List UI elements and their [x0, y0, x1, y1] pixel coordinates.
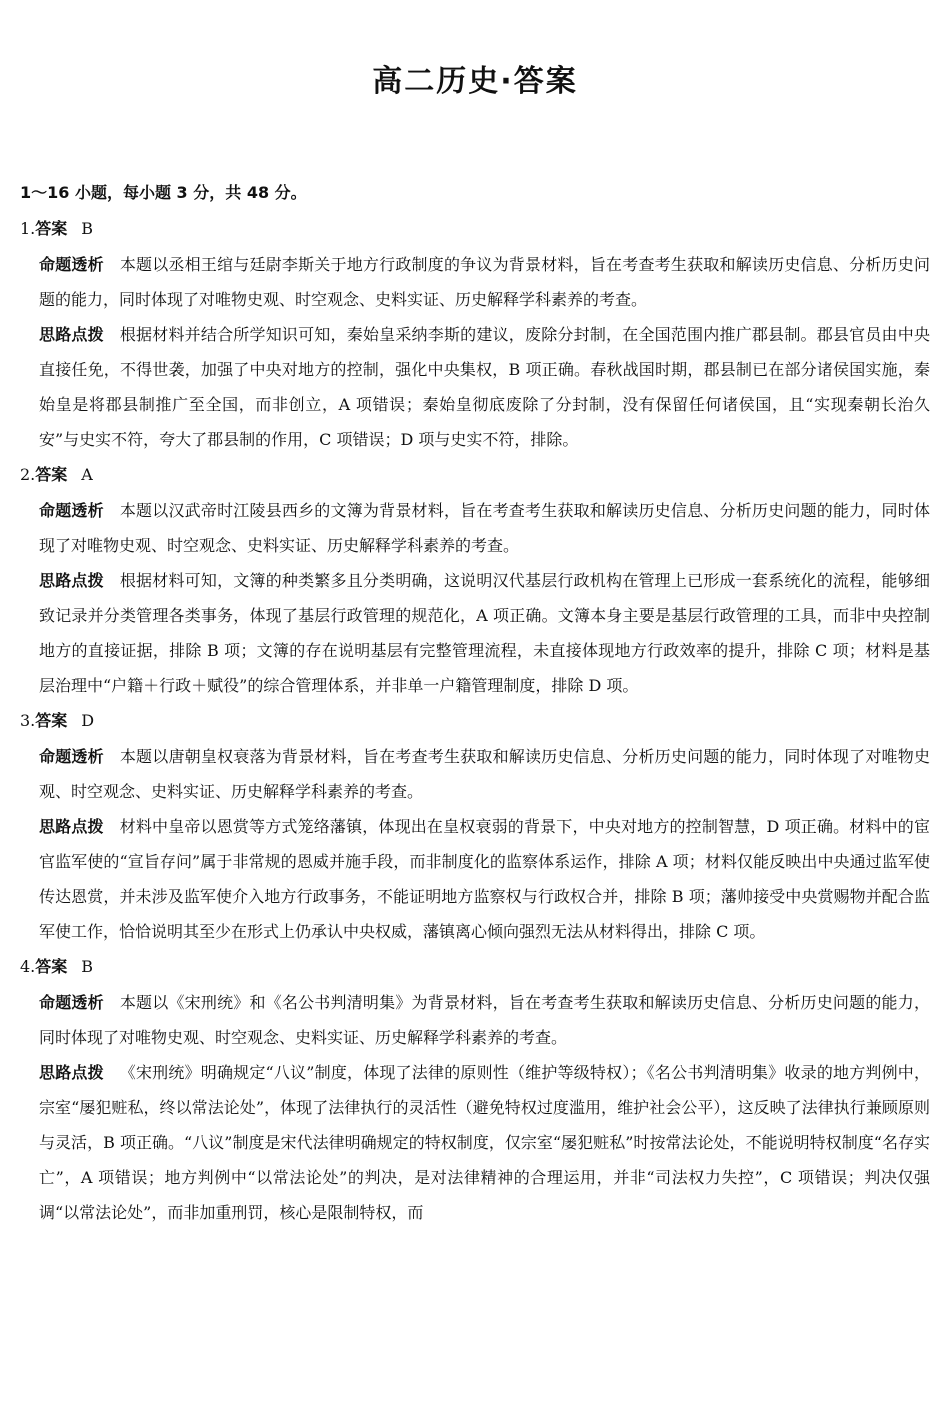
- answer-content: [20, 175, 930, 1230]
- question-3: [20, 703, 930, 949]
- reasoning-label: 思路点拨: [39, 325, 104, 344]
- question-4-analysis: [39, 985, 930, 1055]
- reasoning-label: 思路点拨: [39, 1063, 104, 1082]
- question-number: 4.: [20, 957, 36, 976]
- answer-value: A: [81, 465, 93, 484]
- analysis-label: 命题透析: [39, 993, 104, 1012]
- analysis-text: 本题以丞相王绾与廷尉李斯关于地方行政制度的争议为背景材料，旨在考查考生获取和解读历史信息、分析历史问题的能力，同时体现了对唯物史观、时空观念、史料实证、历史解释学科素养的考查。: [39, 255, 930, 309]
- question-4-reasoning: [39, 1055, 930, 1230]
- answer-value: B: [81, 957, 94, 976]
- analysis-text: 本题以汉武帝时江陵县西乡的文簿为背景材料，旨在考查考生获取和解读历史信息、分析历史问题的能力，同时体现了对唯物史观、时空观念、史料实证、历史解释学科素养的考查。: [39, 501, 930, 555]
- question-4: [20, 949, 930, 1230]
- question-number: 3.: [20, 711, 36, 730]
- question-3-analysis: [39, 739, 930, 809]
- question-4-answer-line: [20, 949, 930, 985]
- question-2-answer-line: [20, 457, 930, 493]
- reasoning-text: 材料中皇帝以恩赏等方式笼络藩镇，体现出在皇权衰弱的背景下，中央对地方的控制智慧，D 项正确。材料中的宦官监军使的“宣旨存问”属于非常规的恩威并施手段，而非制度化的监察体系运作，排除 A 项；材料仅能反映出中央通过监军使传达恩赏，并未涉及监军使介入地方行政事务，不能证明地方监察权与行政权合并，排除 B 项；藩帅接受中央赏赐物并配合监军使工作，恰恰说明其至少在形式上仍承认中央权威，藩镇离心倾向强烈无法从材料得出，排除 C 项。: [39, 817, 930, 941]
- reasoning-text: 根据材料并结合所学知识可知，秦始皇采纳李斯的建议，废除分封制，在全国范围内推广郡县制。郡县官员由中央直接任免，不得世袭，加强了中央对地方的控制，强化中央集权，B 项正确。春秋战国时期，郡县制已在部分诸侯国实施，秦始皇是将郡县制推广至全国，而非创立，A 项错误；秦始皇彻底废除了分封制，没有保留任何诸侯国，且“实现秦朝长治久安”与史实不符，夸大了郡县制的作用，C 项错误；D 项与史实不符，排除。: [39, 325, 930, 449]
- reasoning-label: 思路点拨: [39, 571, 104, 590]
- question-number: 2.: [20, 465, 36, 484]
- section-intro: 1～16 小题，每小题 3 分，共 48 分。: [20, 183, 307, 202]
- question-2-analysis: [39, 493, 930, 563]
- question-1: [20, 211, 930, 457]
- question-number: 1.: [20, 219, 36, 238]
- answer-label: 答案: [35, 219, 68, 238]
- question-1-reasoning: [39, 317, 930, 457]
- question-3-reasoning: [39, 809, 930, 949]
- analysis-label: 命题透析: [39, 747, 104, 766]
- answer-value: D: [81, 711, 95, 730]
- question-3-answer-line: [20, 703, 930, 739]
- reasoning-text: 《宋刑统》明确规定“八议”制度，体现了法律的原则性（维护等级特权）；《名公书判清明集》收录的地方判例中，宗室“屡犯赃私，终以常法论处”，体现了法律执行的灵活性（避免特权过度滥用，维护社会公平），这反映了法律执行兼顾原则与灵活，B 项正确。“八议”制度是宋代法律明确规定的特权制度，仅宗室“屡犯赃私”时按常法论处，不能说明特权制度“名存实亡”，A 项错误；地方判例中“以常法论处”的判决，是对法律精神的合理运用，并非“司法权力失控”，C 项错误；判决仅强调“以常法论处”，而非加重刑罚，核心是限制特权，而: [39, 1063, 930, 1222]
- reasoning-label: 思路点拨: [39, 817, 104, 836]
- analysis-label: 命题透析: [39, 501, 104, 520]
- analysis-label: 命题透析: [39, 255, 104, 274]
- answer-label: 答案: [35, 465, 68, 484]
- question-2: [20, 457, 930, 703]
- answer-label: 答案: [35, 957, 68, 976]
- answer-value: B: [81, 219, 94, 238]
- analysis-text: 本题以《宋刑统》和《名公书判清明集》为背景材料，旨在考查考生获取和解读历史信息、分析历史问题的能力，同时体现了对唯物史观、时空观念、史料实证、历史解释学科素养的考查。: [39, 993, 930, 1047]
- question-1-analysis: [39, 247, 930, 317]
- question-1-answer-line: [20, 211, 930, 247]
- answer-label: 答案: [35, 711, 68, 730]
- reasoning-text: 根据材料可知，文簿的种类繁多且分类明确，这说明汉代基层行政机构在管理上已形成一套系统化的流程，能够细致记录并分类管理各类事务，体现了基层行政管理的规范化，A 项正确。文簿本身主要是基层行政管理的工具，而非中央控制地方的直接证据，排除 B 项；文簿的存在说明基层有完整管理流程，未直接体现地方行政效率的提升，排除 C 项；材料是基层治理中“户籍＋行政＋赋役”的综合管理体系，并非单一户籍管理制度，排除 D 项。: [39, 571, 930, 695]
- question-2-reasoning: [39, 563, 930, 703]
- analysis-text: 本题以唐朝皇权衰落为背景材料，旨在考查考生获取和解读历史信息、分析历史问题的能力，同时体现了对唯物史观、时空观念、史料实证、历史解释学科素养的考查。: [39, 747, 930, 801]
- page-title: 高二历史·答案: [372, 64, 578, 99]
